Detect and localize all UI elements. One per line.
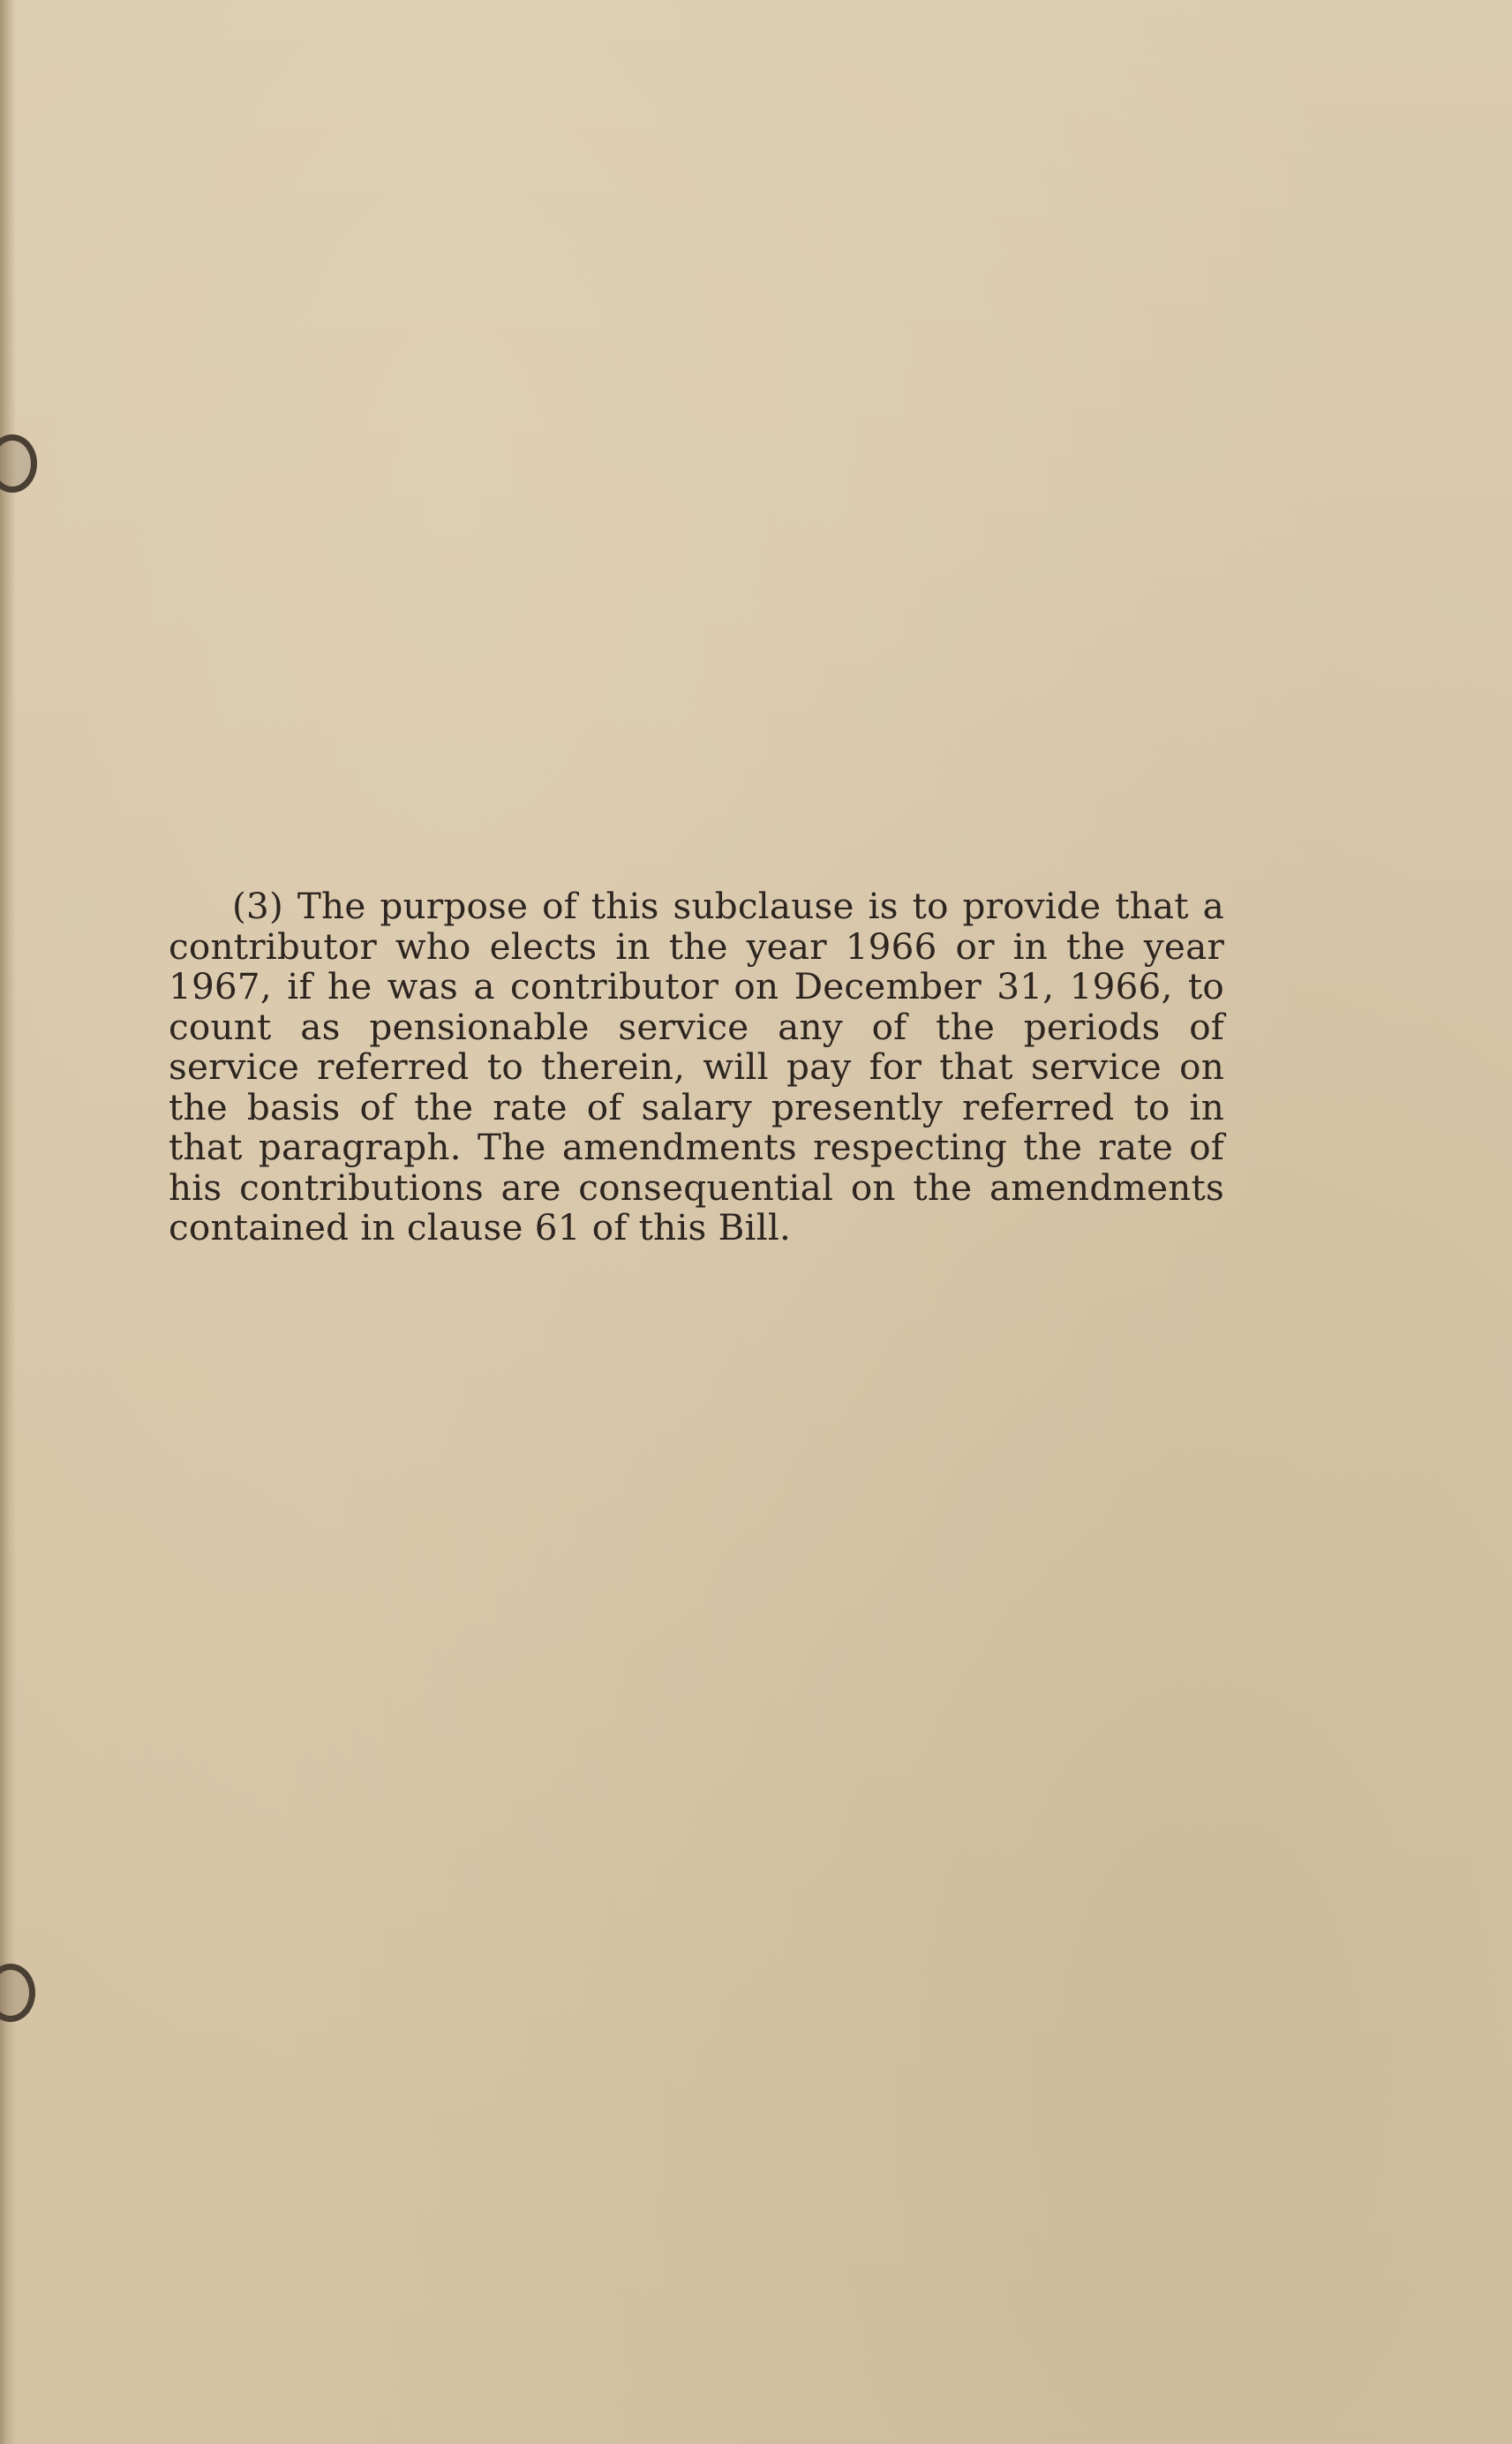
explanatory-note-paragraph: (3) The purpose of this subclause is to provide that a contributor who elects in the year 1966 or in the year 1967, if he was a contributor on December 31, 1966, to count as pensionable service any of the periods of service referred to therein, will pay for that service on the basis of the rate of salary presently referred to in that paragraph. The amendments respecting the rate of his contributions are consequential on the amendments contained in clause 61 of this Bill. [169, 885, 1224, 1248]
punch-hole-top [0, 434, 37, 493]
page-binding-edge [0, 0, 16, 2444]
punch-hole-bottom [0, 1964, 35, 2022]
